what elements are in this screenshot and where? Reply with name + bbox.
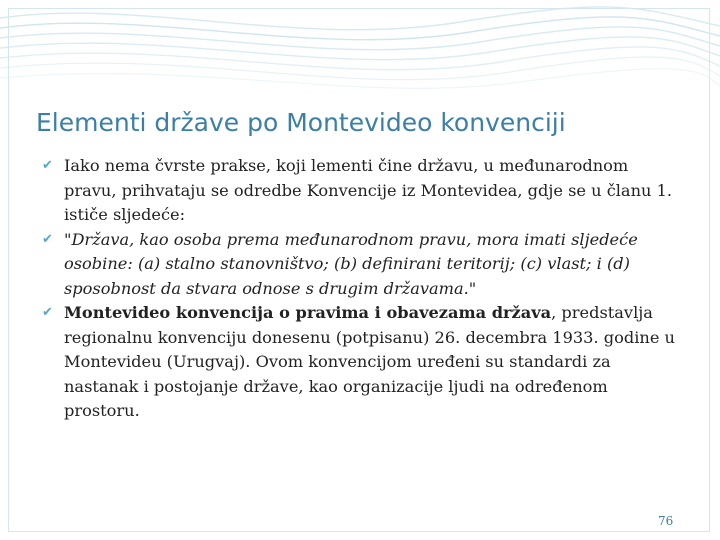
bullet-item [42, 301, 682, 424]
page-number: 76 [658, 514, 674, 528]
slide-body [42, 154, 682, 424]
bullet-item [42, 154, 682, 228]
checkmark-icon: ✔ [42, 231, 53, 247]
bullet-text-rest: , predstavlja regionalnu konvenciju donesenu (potpisanu) 26. decembra 1933. godine u Montevideu (Urugvaj). Ovom konvencijom uređeni su standardi za nastanak i postojanje države, kao organizacije ljudi na određenom prostoru. [64, 303, 675, 420]
slide-title: Elementi države po Montevideo konvenciji [36, 108, 566, 137]
bullet-item [42, 228, 682, 302]
bullet-text: Iako nema čvrste prakse, koji lementi čine državu, u međunarodnom pravu, prihvataju se odredbe Konvencije iz Montevidea, gdje se u članu 1. ističe sljedeće: [64, 156, 673, 224]
checkmark-icon: ✔ [42, 158, 53, 173]
convention-name: Montevideo konvencija o pravima i obavezama država [64, 303, 552, 322]
bullet-text-quote: "Država, kao osoba prema međunarodnom pravu, mora imati sljedeće osobine: (a) stalno stanovništvo; (b) definirani teritorij; (c) vlast; i (d) sposobnost da stvara odnose s drugim državama." [64, 229, 638, 298]
bullet-text [64, 303, 675, 420]
checkmark-icon: ✔ [42, 305, 53, 320]
